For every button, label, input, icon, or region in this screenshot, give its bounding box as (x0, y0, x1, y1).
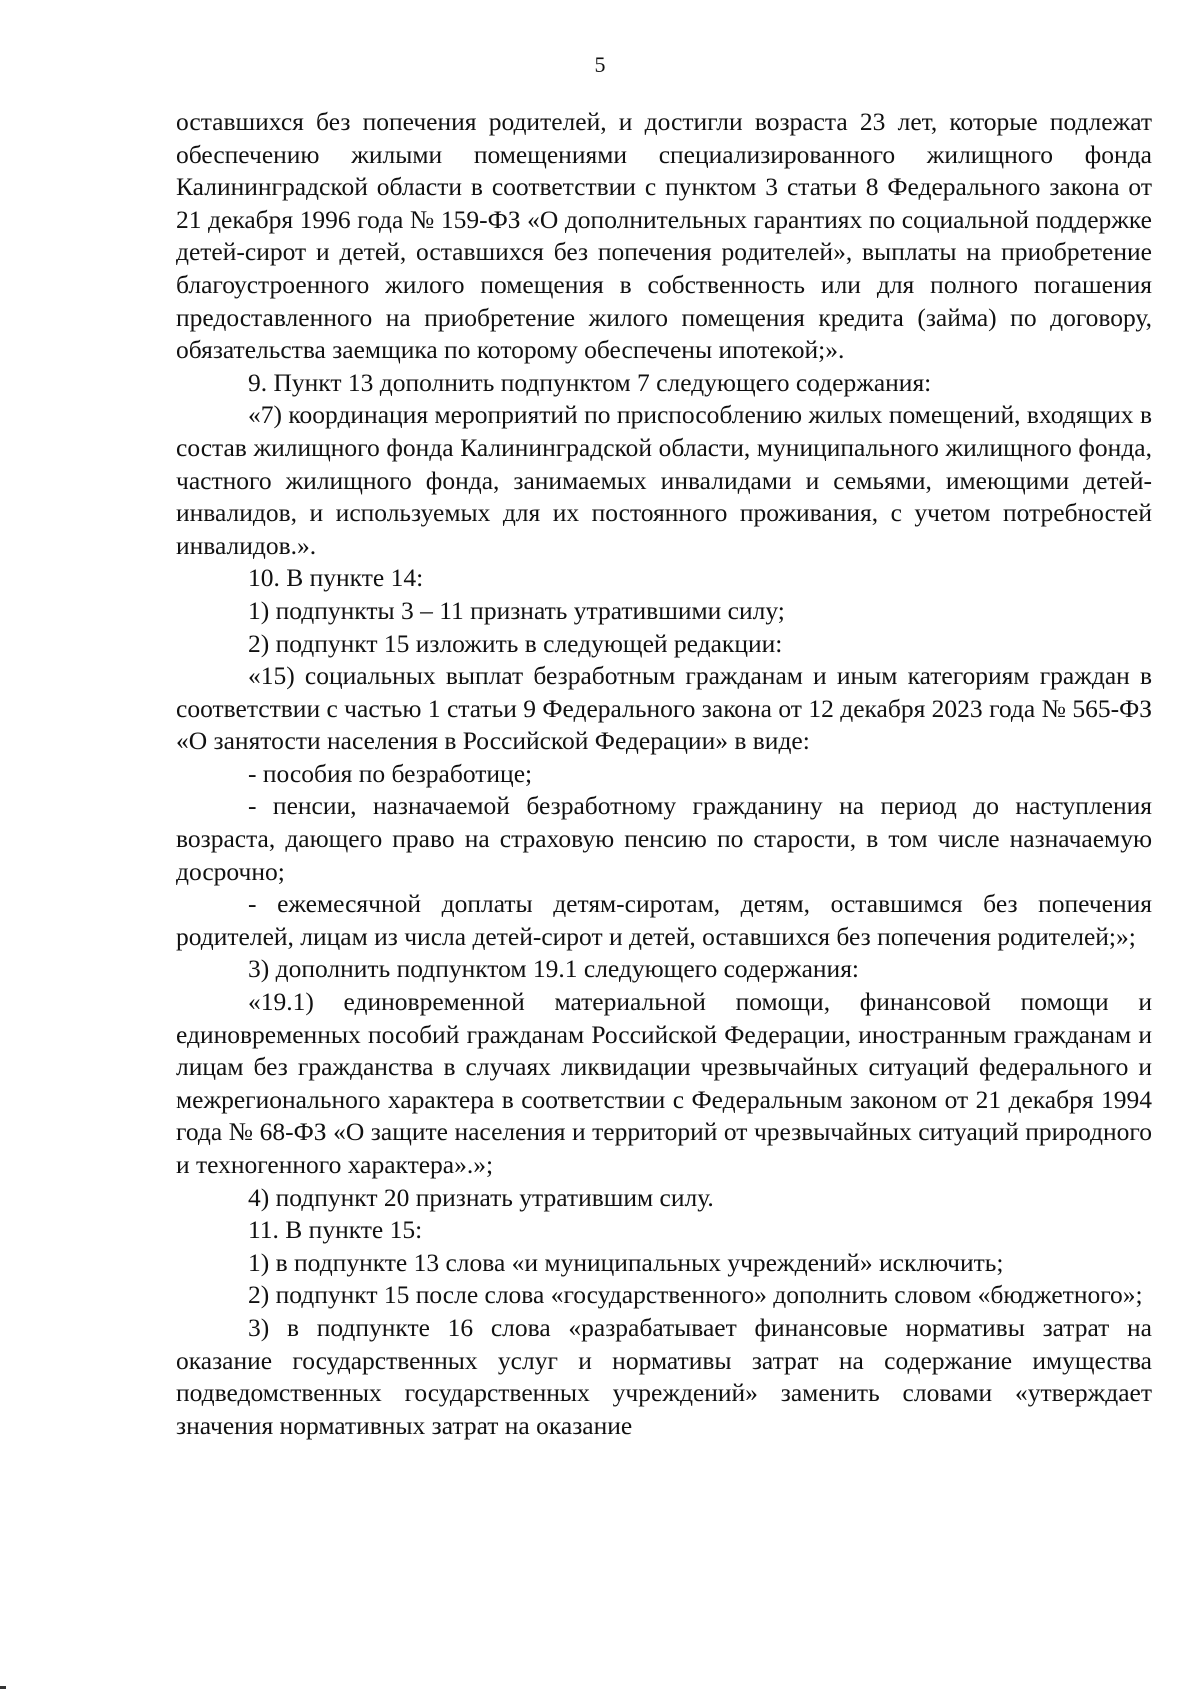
paragraph-subitem-15: «15) социальных выплат безработным гражданам и иным категориям граждан в соответствии с частью 1 статьи 9 Федерального закона от 12 декабря 2023 года № 565-ФЗ «О занятости населения в Российской Федерации» в виде: (176, 661, 1152, 756)
paragraph-item-10: 10. В пункте 14: (248, 563, 424, 593)
paragraph-11-subitem-1: 1) в подпункте 13 слова «и муниципальных учреждений» исключить; (248, 1247, 1004, 1277)
paragraph-subitem-19-1: «19.1) единовременной материальной помощи, финансовой помощи и единовременных пособий гражданам Российской Федерации, иностранным гражданам и лицам без гражданства в случаях ликвидации чрезвычайных ситуаций федерального и межрегионального характера в соответствии с Федеральным законом от 21 декабря 1994 года № 68-ФЗ «О защите населения и территорий от чрезвычайных ситуаций природного и техногенного характера».»; (176, 987, 1152, 1179)
paragraph-10-subitem-4: 4) подпункт 20 признать утратившим силу. (248, 1182, 714, 1212)
paragraph-10-subitem-3: 3) дополнить подпунктом 19.1 следующего содержания: (248, 954, 860, 984)
paragraph-continuation: оставшихся без попечения родителей, и достигли возраста 23 лет, которые подлежат обеспечению жилыми помещениями специализированного жилищного фонда Калининградской области в соответствии с пунктом 3 статьи 8 Федерального закона от 21 декабря 1996 года № 159-ФЗ «О дополнительных гарантиях по социальной поддержке детей-сирот и детей, оставшихся без попечения родителей», выплаты на приобретение благоустроенного жилого помещения в собственность или для полного погашения предоставленного на приобретение жилого помещения кредита (займа) по договору, обязательства заемщика по которому обеспечены ипотекой;». (176, 107, 1152, 365)
paragraph-subitem-7: «7) координация мероприятий по приспособлению жилых помещений, входящих в состав жилищного фонда Калининградской области, муниципального жилищного фонда, частного жилищного фонда, занимаемых инвалидами и семьями, имеющими детей-инвалидов, и используемых для их постоянного проживания, с учетом потребностей инвалидов.». (176, 400, 1152, 560)
paragraph-item-9: 9. Пункт 13 дополнить подпунктом 7 следующего содержания: (248, 367, 932, 397)
scan-edge-mark (0, 1686, 6, 1689)
paragraph-10-subitem-2: 2) подпункт 15 изложить в следующей редакции: (248, 628, 783, 658)
paragraph-11-subitem-3: 3) в подпункте 16 слова «разрабатывает финансовые нормативы затрат на оказание государственных услуг и нормативы затрат на содержание имущества подведомственных государственных учреждений» заменить словами «утверждает значения нормативных затрат на оказание (176, 1312, 1152, 1440)
paragraph-dash-pension: - пенсии, назначаемой безработному гражданину на период до наступления возраста, дающего право на страховую пенсию по старости, в том числе назначаемую досрочно; (176, 791, 1152, 886)
page-number: 5 (594, 52, 606, 77)
paragraph-item-11: 11. В пункте 15: (248, 1215, 423, 1245)
paragraph-dash-unemployment-benefit: - пособия по безработице; (248, 758, 533, 788)
document-body (176, 106, 1152, 1442)
paragraph-11-subitem-2: 2) подпункт 15 после слова «государственного» дополнить словом «бюджетного»; (248, 1280, 1143, 1310)
paragraph-dash-monthly-supplement: - ежемесячной доплаты детям-сиротам, детям, оставшимся без попечения родителей, лицам из числа детей-сирот и детей, оставшихся без попечения родителей;»; (176, 889, 1152, 951)
paragraph-10-subitem-1: 1) подпункты 3 – 11 признать утратившими силу; (248, 595, 785, 625)
